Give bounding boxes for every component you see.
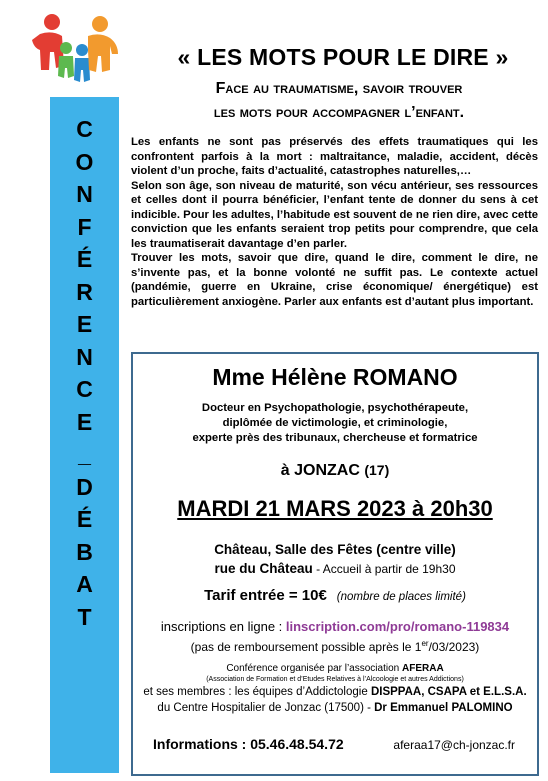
members-hospital: du Centre Hospitalier de Jonzac (17500) - [157, 702, 375, 714]
banner-letter: D [76, 473, 93, 500]
intro-paragraph-2: Selon son âge, son niveau de maturité, son vécu antérieur, ses ressources et celles dont il pourra bénéficier, l’enfant tente de donner du sens à cet indicible. Pour les adultes, l’habitude est souvent de ne rien dire, avec cette conviction que les enfants seraient trop petits pour comprendre, que cela les traumatiserait davantage d’en parler. [131, 179, 538, 250]
contact-email[interactable]: aferaa17@ch-jonzac.fr [393, 738, 515, 752]
venue-line-1: Château, Salle des Fêtes (centre ville) [214, 542, 456, 557]
event-price [133, 587, 537, 604]
organizer-info [133, 662, 537, 716]
logo-green-figure-head [60, 42, 72, 54]
page-subtitle [134, 77, 544, 125]
city-department: (17) [364, 462, 390, 478]
logo-blue-figure [74, 58, 90, 82]
conference-debat-banner [50, 97, 119, 773]
families-logo [30, 10, 120, 88]
price-note: (nombre de places limité) [336, 591, 466, 603]
organizer-line [133, 662, 537, 675]
organizer-prefix: Conférence organisée par l’association [226, 663, 402, 674]
refund-text-a: (pas de remboursement possible après le 1 [190, 640, 422, 654]
logo-red-figure-head [44, 14, 60, 30]
logo-green-figure [58, 56, 74, 78]
banner-letter: É [76, 506, 93, 532]
city-name: JONZAC [294, 462, 360, 479]
refund-text-b: /03/2023) [428, 640, 480, 654]
city-prefix: à [280, 462, 295, 479]
members-doctor: Dr Emmanuel PALOMINO [374, 702, 513, 714]
members-line-1 [133, 684, 537, 700]
price-label: Tarif entrée = 10€ [204, 587, 327, 604]
event-venue [133, 540, 537, 579]
banner-letter: O [75, 148, 94, 175]
banner-letter: R [76, 278, 93, 305]
banner-letter: É [76, 246, 93, 272]
venue-welcome-note: - Accueil à partir de 19h30 [312, 562, 456, 576]
banner-letter: B [76, 538, 93, 565]
page-title: « LES MOTS POUR LE DIRE » [177, 44, 509, 70]
intro-text [131, 135, 538, 309]
info-phone: Informations : 05.46.48.54.72 [153, 736, 344, 752]
banner-letter: C [76, 376, 93, 402]
venue-line-2 [133, 559, 537, 579]
logo-orange-figure-head [92, 16, 108, 32]
banner-letter: N [76, 181, 93, 207]
intro-paragraph-3: Trouver les mots, savoir que dire, quand le dire, comment le dire, ne s’invente pas, et la bonne volonté ne suffit pas. Le contexte actuel (pandémie, guerre en Ukraine, crise économique/ énergétique) est particulièrement anxiogène. Parler aux enfants est d’autant plus important. [131, 252, 538, 308]
refund-note [133, 635, 537, 656]
banner-letter: F [77, 213, 92, 240]
members-prefix: et ses membres : les équipes d’Addictologie [143, 686, 371, 698]
event-details-box [131, 352, 539, 776]
subtitle-line-2: les mots pour accompagner l’enfant. [213, 104, 465, 121]
members-line-2 [133, 700, 537, 716]
banner-letter: A [76, 571, 93, 597]
registration-info [133, 618, 537, 656]
registration-prefix: inscriptions en ligne : [160, 619, 286, 634]
venue-street: rue du Château [214, 561, 313, 576]
refund-superscript: er [421, 639, 429, 648]
banner-letter: C [76, 116, 93, 142]
credential-line-2: diplômée de victimologie, et criminologie, [222, 417, 448, 429]
registration-line [133, 618, 537, 635]
subtitle-line-1: Face au traumatisme, savoir trouver [215, 80, 463, 97]
credential-line-3: experte près des tribunaux, chercheuse et formatrice [192, 432, 478, 444]
organizer-name: AFERAA [402, 663, 444, 674]
event-city [133, 462, 537, 480]
logo-blue-figure-head [76, 44, 88, 56]
banner-letter: T [77, 603, 92, 630]
speaker-name: Mme Hélène ROMANO [212, 364, 458, 390]
credential-line-1: Docteur en Psychopathologie, psychothérapeute, [201, 402, 469, 414]
banner-letter: E [76, 408, 93, 435]
event-date: MARDI 21 MARS 2023 à 20h30 [177, 496, 493, 521]
logo-orange-figure [88, 34, 118, 72]
banner-letter: N [76, 343, 93, 370]
banner-letter: _ [78, 441, 91, 467]
registration-link[interactable]: linscription.com/pro/romano-119834 [285, 619, 510, 634]
banner-letter: E [76, 311, 93, 337]
organizer-full-name: (Association de Formation et d’Etudes Relatives à l’Alcoologie et autres Addictions) [206, 676, 464, 683]
members-names: DISPPAA, CSAPA et E.L.S.A. [370, 686, 527, 698]
speaker-credentials [133, 401, 537, 446]
contact-info [153, 736, 515, 752]
intro-paragraph-1: Les enfants ne sont pas préservés des effets traumatiques qui les confrontent parfois à la mort : maltraitance, maladie, accident, décès violent d’un proche, faits d’actualité, catastrophes naturelles,… [131, 136, 538, 177]
